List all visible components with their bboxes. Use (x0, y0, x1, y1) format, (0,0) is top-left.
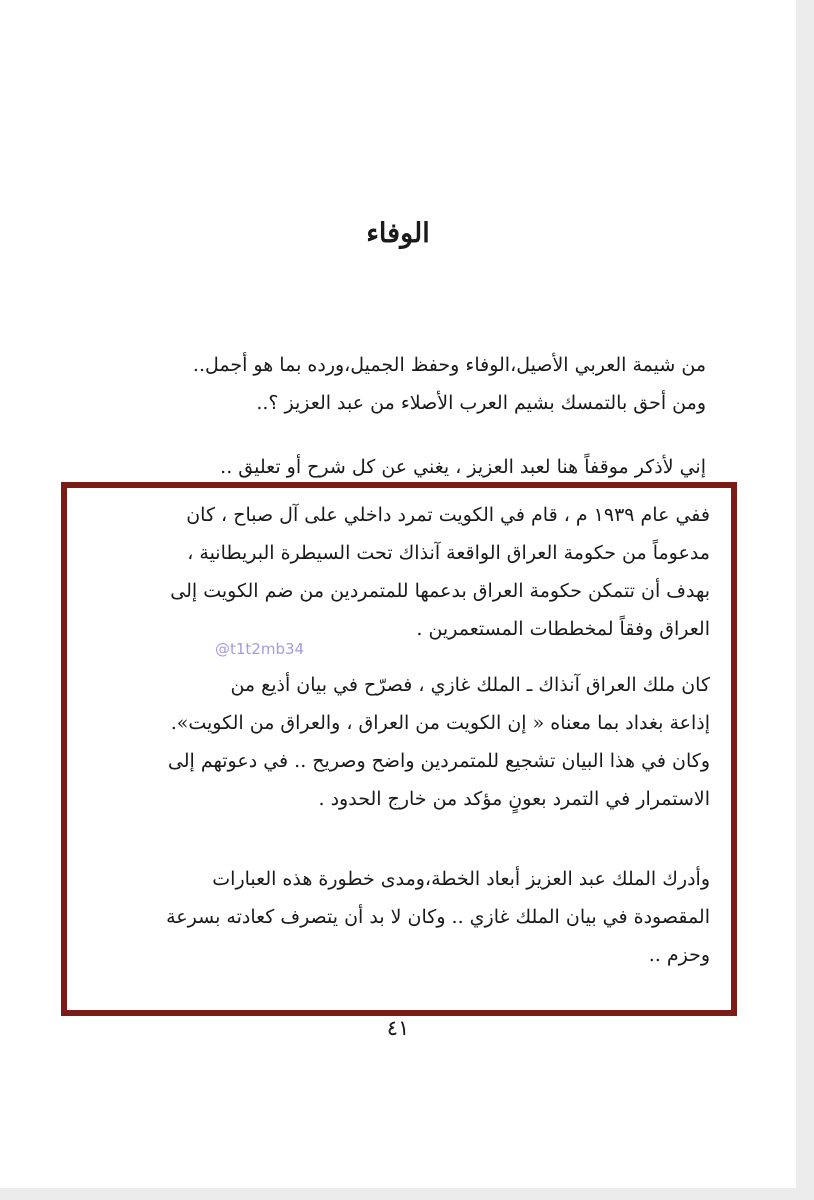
text-line: ففي عام ١٩٣٩ م ، قام في الكويت تمرد داخلي على آل صباح ، كان (186, 504, 710, 526)
text-line: الاستمرار في التمرد بعونٍ مؤكد من خارج الحدود . (318, 788, 710, 810)
text-line: وأدرك الملك عبد العزيز أبعاد الخطة،ومدى خطورة هذه العبارات (212, 868, 710, 890)
page-edge-bottom (0, 1188, 814, 1200)
intro-paragraph-2 (220, 448, 706, 486)
text-line: إني لأذكر موقفاً هنا لعبد العزيز ، يغني عن كل شرح أو تعليق .. (220, 456, 706, 478)
page-edge-right (796, 0, 814, 1200)
text-line: من شيمة العربي الأصيل،الوفاء وحفظ الجميل،ورده بما هو أجمل.. (192, 354, 706, 376)
text-line: العراق وفقاً لمخططات المستعمرين . (416, 618, 710, 640)
text-line: مدعوماً من حكومة العراق الواقعة آنذاك تحت السيطرة البريطانية ، (187, 542, 710, 564)
boxed-paragraph-1 (170, 496, 710, 648)
text-line: إذاعة بغداد بما معناه « إن الكويت من العراق ، والعراق من الكويت». (170, 712, 710, 734)
text-line: بهدف أن تتمكن حكومة العراق بدعمها للمتمردين من ضم الكويت إلى (170, 580, 710, 602)
boxed-paragraph-2 (168, 666, 710, 818)
text-line: وكان في هذا البيان تشجيع للمتمردين واضح وصريح .. في دعوتهم إلى (167, 750, 710, 772)
text-line: المقصودة في بيان الملك غازي .. وكان لا بد أن يتصرف كعادته بسرعة (166, 906, 710, 928)
text-line: ومن أحق بالتمسك بشيم العرب الأصلاء من عبد العزيز ؟.. (256, 392, 706, 414)
chapter-title: الوفاء (366, 218, 430, 249)
text-line: كان ملك العراق آنذاك ـ الملك غازي ، فصرّح في بيان أذيع من (230, 674, 710, 696)
watermark-handle: @t1t2mb34 (215, 640, 305, 658)
intro-paragraph (193, 346, 706, 422)
boxed-paragraph-3 (166, 860, 710, 974)
page-number: ٤١ (386, 1016, 410, 1040)
text-line: وحزم .. (648, 944, 710, 966)
